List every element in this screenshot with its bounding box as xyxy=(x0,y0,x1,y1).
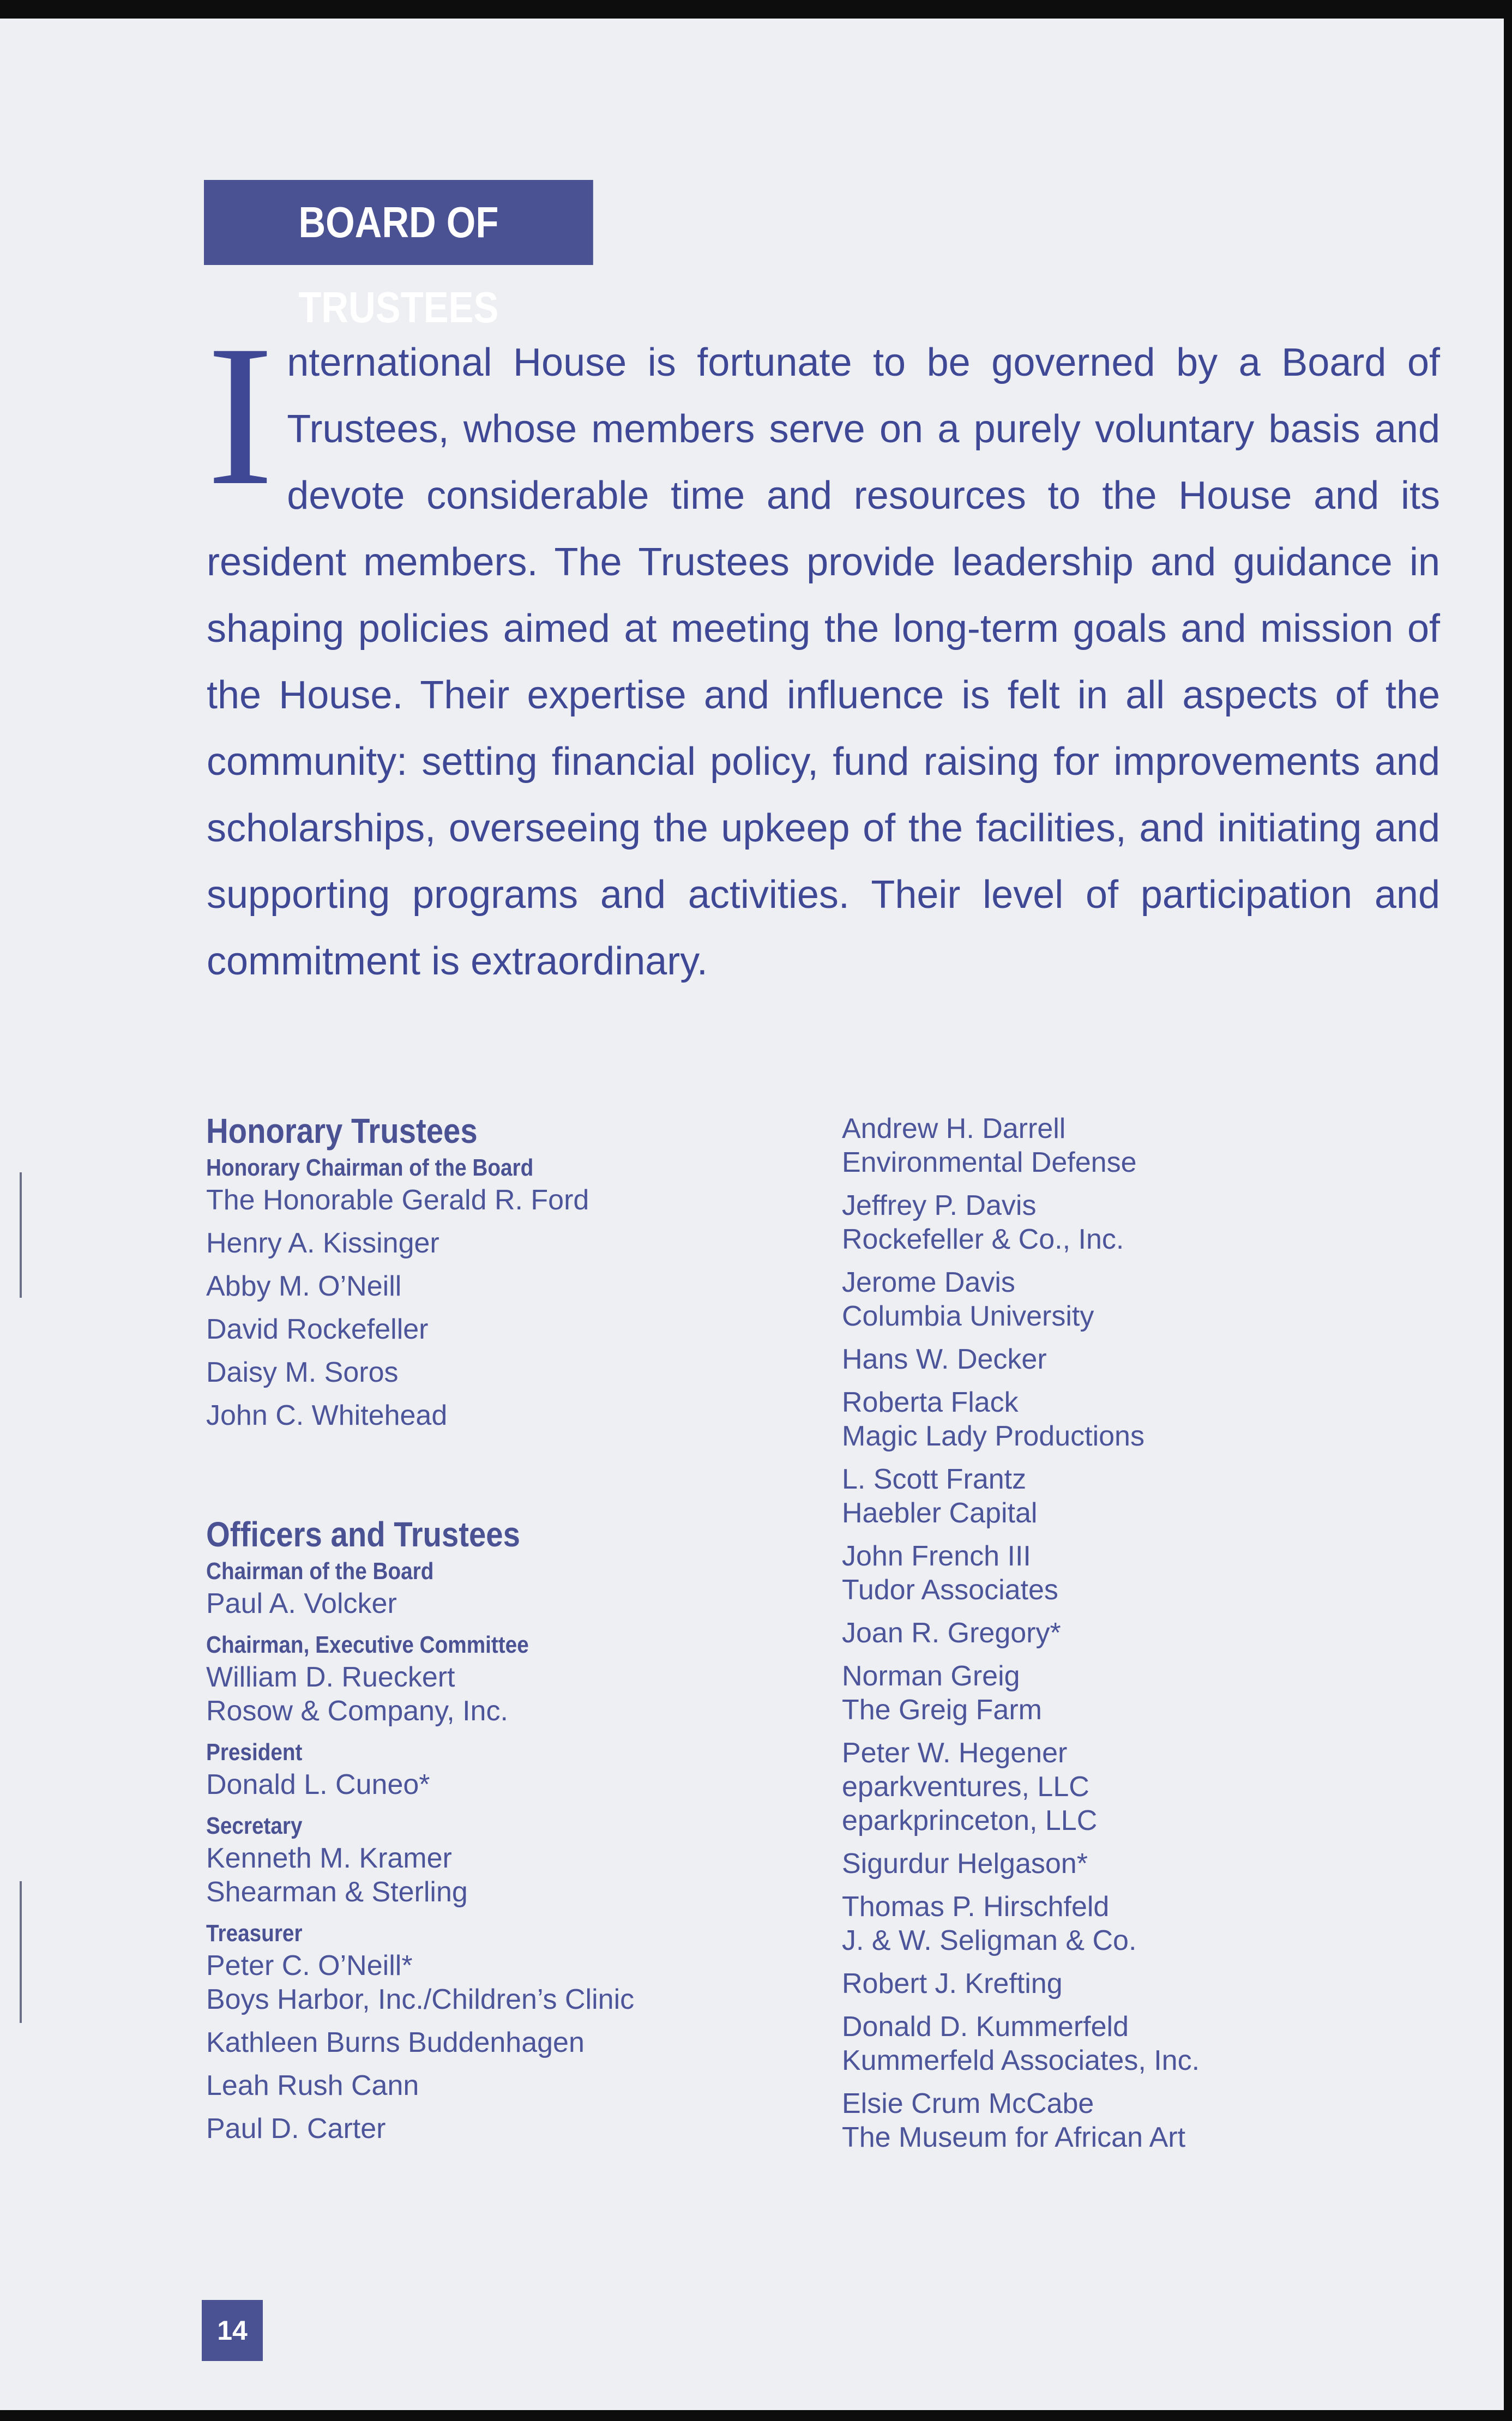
officer-name: Donald L. Cuneo* xyxy=(206,1769,430,1800)
trustee-entry xyxy=(842,1967,1474,2001)
trustee-affiliation: Tudor Associates xyxy=(842,1574,1058,1606)
section-title-banner xyxy=(204,180,593,332)
trustee-entry xyxy=(842,1616,1474,1650)
trustee-affiliation: Haebler Capital xyxy=(842,1497,1038,1529)
honorary-member-name: Henry A. Kissinger xyxy=(206,1227,439,1259)
officer-role-block xyxy=(206,1918,839,2016)
officer-role-title: Chairman of the Board xyxy=(206,1558,434,1585)
officer-role-block xyxy=(206,1811,839,1909)
trustee-affiliation: The Greig Farm xyxy=(842,1694,1042,1726)
intro-paragraph xyxy=(207,304,1440,995)
trustee-entry xyxy=(842,1112,1474,1179)
trustee-entry xyxy=(842,1266,1474,1333)
officer-role-title: Treasurer xyxy=(206,1920,303,1947)
trustee-name: Kathleen Burns Buddenhagen xyxy=(206,2027,585,2058)
honorary-member xyxy=(206,1399,839,1432)
trustee-name: Roberta Flack xyxy=(842,1387,1019,1418)
trustee-entry xyxy=(842,1342,1474,1376)
honorary-member-name: Abby M. O’Neill xyxy=(206,1270,402,1302)
drop-cap: I xyxy=(207,304,274,527)
trustee-entry xyxy=(206,2069,839,2103)
trustee-affiliation: The Museum for African Art xyxy=(842,2122,1186,2153)
officer-affiliation: Rosow & Company, Inc. xyxy=(206,1695,508,1727)
officer-role-block xyxy=(206,1630,839,1728)
trustee-entry xyxy=(842,2010,1474,2077)
intro-text: nternational House is fortunate to be governed by a Board of Trustees, whose members serve on a purely voluntary basis and devote considerable time and resources to the House and its resident members. The Trustees provide leadership and guidance in shaping policies aimed at meeting the long-term goals and mission of the House. Their expertise and influence is felt in all aspects of the community: setting financial policy, fund raising for improvements and scholarships, overseeing the upkeep of the facilities, and initiating and supporting programs and activities. Their level of participation and commitment is extraordinary. xyxy=(207,341,1440,983)
officer-name: Paul A. Volcker xyxy=(206,1588,397,1619)
trustee-list-right xyxy=(842,1112,1474,2154)
honorary-chairman-role: Honorary Chairman of the Board xyxy=(206,1154,534,1181)
trustee-entry xyxy=(842,1890,1474,1958)
officer-role-title: Chairman, Executive Committee xyxy=(206,1631,529,1658)
officer-name: William D. Rueckert xyxy=(206,1661,455,1693)
honorary-member-list xyxy=(206,1226,839,1432)
honorary-heading: Honorary Trustees xyxy=(206,1111,478,1151)
officer-role-title: Secretary xyxy=(206,1812,303,1839)
officer-role-title: President xyxy=(206,1739,303,1766)
honorary-member-name: David Rockefeller xyxy=(206,1314,429,1345)
right-column xyxy=(842,1112,1474,2164)
trustee-name: Jeffrey P. Davis xyxy=(842,1190,1037,1221)
officers-heading: Officers and Trustees xyxy=(206,1515,520,1554)
trustee-entry xyxy=(842,1847,1474,1881)
trustee-name: Elsie Crum McCabe xyxy=(842,2088,1094,2119)
trustee-name: Joan R. Gregory* xyxy=(842,1617,1061,1649)
binding-mark xyxy=(20,1172,22,1298)
trustee-name: Donald D. Kummerfeld xyxy=(842,2011,1129,2043)
trustee-name: Sigurdur Helgason* xyxy=(842,1848,1088,1880)
honorary-member-name: Daisy M. Soros xyxy=(206,1357,399,1388)
trustee-name: Andrew H. Darrell xyxy=(842,1113,1066,1145)
left-column xyxy=(206,1109,839,2155)
officer-name: Peter C. O’Neill* xyxy=(206,1950,413,1982)
binding-mark xyxy=(20,1881,22,2023)
honorary-member xyxy=(206,1226,839,1260)
trustee-affiliation: eparkprinceton, LLC xyxy=(842,1805,1098,1836)
trustee-entry xyxy=(206,2026,839,2059)
trustee-name: Leah Rush Cann xyxy=(206,2070,419,2101)
honorary-chairman-name: The Honorable Gerald R. Ford xyxy=(206,1184,589,1216)
officer-affiliation: Boys Harbor, Inc./Children’s Clinic xyxy=(206,1984,635,2015)
trustee-name: Hans W. Decker xyxy=(842,1344,1047,1375)
honorary-member xyxy=(206,1269,839,1303)
trustee-affiliation: Columbia University xyxy=(842,1300,1094,1332)
trustee-list-left xyxy=(206,2026,839,2146)
honorary-member-name: John C. Whitehead xyxy=(206,1400,448,1431)
officer-role-block xyxy=(206,1737,839,1802)
trustee-affiliation: Environmental Defense xyxy=(842,1147,1137,1178)
page-number: 14 xyxy=(202,2300,263,2361)
honorary-member xyxy=(206,1312,839,1346)
trustee-name: Paul D. Carter xyxy=(206,2113,386,2145)
trustee-entry xyxy=(206,2112,839,2146)
trustee-name: Thomas P. Hirschfeld xyxy=(842,1891,1110,1923)
trustee-entry xyxy=(842,1462,1474,1530)
section-title: BOARD OF TRUSTEES xyxy=(298,198,499,332)
trustee-affiliation: Kummerfeld Associates, Inc. xyxy=(842,2045,1200,2076)
trustee-affiliation: Rockefeller & Co., Inc. xyxy=(842,1224,1124,1255)
trustee-entry xyxy=(842,1736,1474,1838)
trustee-affiliation: Magic Lady Productions xyxy=(842,1420,1144,1452)
officer-roles-list xyxy=(206,1556,839,2016)
trustee-entry xyxy=(842,1189,1474,1256)
trustee-entry xyxy=(842,1659,1474,1727)
trustee-entry xyxy=(842,2087,1474,2154)
trustee-name: John French III xyxy=(842,1540,1031,1572)
trustee-entry xyxy=(842,1539,1474,1607)
trustee-affiliation: eparkventures, LLC xyxy=(842,1771,1089,1803)
trustee-entry xyxy=(842,1386,1474,1453)
officer-role-block xyxy=(206,1556,839,1621)
trustee-affiliation: J. & W. Seligman & Co. xyxy=(842,1925,1137,1956)
honorary-member xyxy=(206,1356,839,1389)
trustee-name: Jerome Davis xyxy=(842,1267,1015,1298)
page xyxy=(0,19,1504,2410)
officer-affiliation: Shearman & Sterling xyxy=(206,1876,468,1908)
trustee-name: Robert J. Krefting xyxy=(842,1968,1063,2000)
trustee-name: Norman Greig xyxy=(842,1660,1020,1692)
trustee-name: Peter W. Hegener xyxy=(842,1737,1068,1769)
trustee-name: L. Scott Frantz xyxy=(842,1464,1027,1495)
officer-name: Kenneth M. Kramer xyxy=(206,1842,452,1874)
